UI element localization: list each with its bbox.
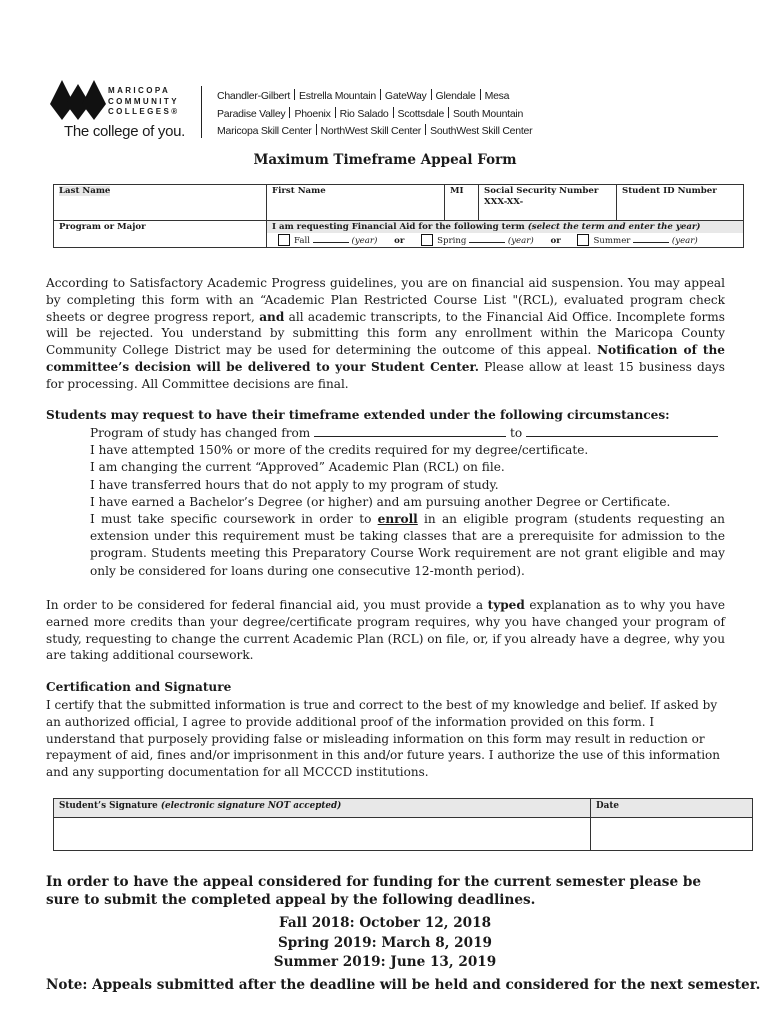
header-divider <box>201 86 202 138</box>
deadline-heading: In order to have the appeal considered for funding for the current semester please be sure to submit the completed appeal by the following deadlines. <box>46 874 701 908</box>
first-name-field[interactable]: First Name <box>267 185 445 221</box>
ssn-field[interactable]: Social Security Number XXX-XX- <box>479 185 617 221</box>
list-item: I have attempted 150% or more of the credits required for my degree/certificate. <box>90 443 589 458</box>
intro-paragraph: According to Satisfactory Academic Progress guidelines, you are on financial aid suspension. You may appeal by completing this form with an “Academic Plan Restricted Course List "(RCL), evaluated program check sheets or degree progress report, and all academic transcripts, to the Financial Aid Office. Incomplete forms will be rejected. You understand by submitting this form any enrollment within the Maricopa County Community College District may be used for determining the outcome of this appeal. Notification of the committee’s decision will be delivered to your Student Center. Please allow at least 15 business days for processing. All Committee decisions are final. <box>46 276 725 391</box>
maricopa-logo <box>50 80 200 140</box>
student-id-field[interactable]: Student ID Number <box>617 185 744 221</box>
deadline-date: Fall 2018: October 12, 2018 <box>278 915 492 931</box>
deadline-note: Note: Appeals submitted after the deadline will be held and considered for the next semester. <box>46 977 761 993</box>
summer-checkbox[interactable] <box>577 234 589 246</box>
certification-heading: Certification and Signature <box>46 680 232 694</box>
campus-row: Paradise Valley Phoenix Rio Salado Scottsdale South Mountain <box>217 107 524 120</box>
last-name-field[interactable]: Last Name <box>54 185 267 221</box>
mi-field[interactable]: MI <box>445 185 479 221</box>
fall-year-input[interactable] <box>313 234 349 243</box>
date-field[interactable] <box>591 818 753 851</box>
list-item: I have earned a Bachelor’s Degree (or higher) and am pursuing another Degree or Certificate. <box>90 494 671 509</box>
date-label-cell: Date <box>591 799 753 818</box>
campus-row: Chandler-Gilbert Estrella Mountain GateWay Glendale Mesa <box>217 90 510 102</box>
explanation-paragraph: In order to be considered for federal financial aid, you must provide a typed explanation as to why you have earned more credits than your degree/certificate program requires, why you have changed your program of study, requesting to change the current Academic Plan (RCL) on file, or, if you already have a degree, why you are taking additional coursework. <box>46 598 725 663</box>
certification-text: I certify that the submitted information is true and correct to the best of my knowledge and belief. If asked by an authorized official, I agree to provide additional proof of the information provided on this form. I understand that purposely providing false or misleading information on this form may result in reduction or repayment of aid, fines and/or imprisonment in this and/or future years. I authorize the use of this information and any supporting documentation for all MCCCD institutions. <box>46 698 721 780</box>
summer-year-input[interactable] <box>633 234 669 243</box>
deadline-date: Spring 2019: March 8, 2019 <box>277 934 493 951</box>
circumstances-heading: Students may request to have their timeframe extended under the following circumstances: <box>46 408 670 422</box>
signature-table <box>53 798 753 851</box>
deadline-dates <box>0 914 770 973</box>
student-info-table <box>53 184 744 248</box>
program-to-input[interactable] <box>526 427 718 437</box>
term-request-cell: I am requesting Financial Aid for the following term (select the term and enter the year) Fall (year) or Spring (year) or Summer (year) <box>267 221 744 248</box>
list-item: I must take specific coursework in order to enroll in an eligible program (students requesting an extension under this requirement must be taking classes that are a prerequisite for admission to the program. Students meeting this Preparatory Course Work requirement are not grant eligible and may only be considered for loans during one consecutive 12-month period). <box>90 512 725 578</box>
signature-field[interactable] <box>54 818 591 851</box>
form-title: Maximum Timeframe Appeal Form <box>253 152 517 168</box>
ssn-value: XXX-XX- <box>484 197 524 207</box>
program-from-input[interactable] <box>314 427 506 437</box>
list-item: I have transferred hours that do not apply to my program of study. <box>90 477 499 492</box>
deadline-date: Summer 2019: June 13, 2019 <box>273 954 497 970</box>
mountain-logo-icon <box>50 80 106 124</box>
campus-list <box>217 88 532 141</box>
fall-checkbox[interactable] <box>278 234 290 246</box>
circumstances-list <box>90 425 725 580</box>
spring-year-input[interactable] <box>469 234 505 243</box>
program-field[interactable]: Program or Major <box>54 221 267 248</box>
list-item: I am changing the current “Approved” Academic Plan (RCL) on file. <box>90 460 505 475</box>
list-item: Program of study has changed from to <box>90 425 725 442</box>
logo-tagline: The college of you. <box>64 123 186 140</box>
logo-wordmark: MARICOPA COMMUNITY COLLEGES® <box>108 86 180 116</box>
campus-row: Maricopa Skill Center NorthWest Skill Center SouthWest Skill Center <box>217 125 533 137</box>
signature-label-cell: Student’s Signature (electronic signature NOT accepted) <box>54 799 591 818</box>
spring-checkbox[interactable] <box>421 234 433 246</box>
